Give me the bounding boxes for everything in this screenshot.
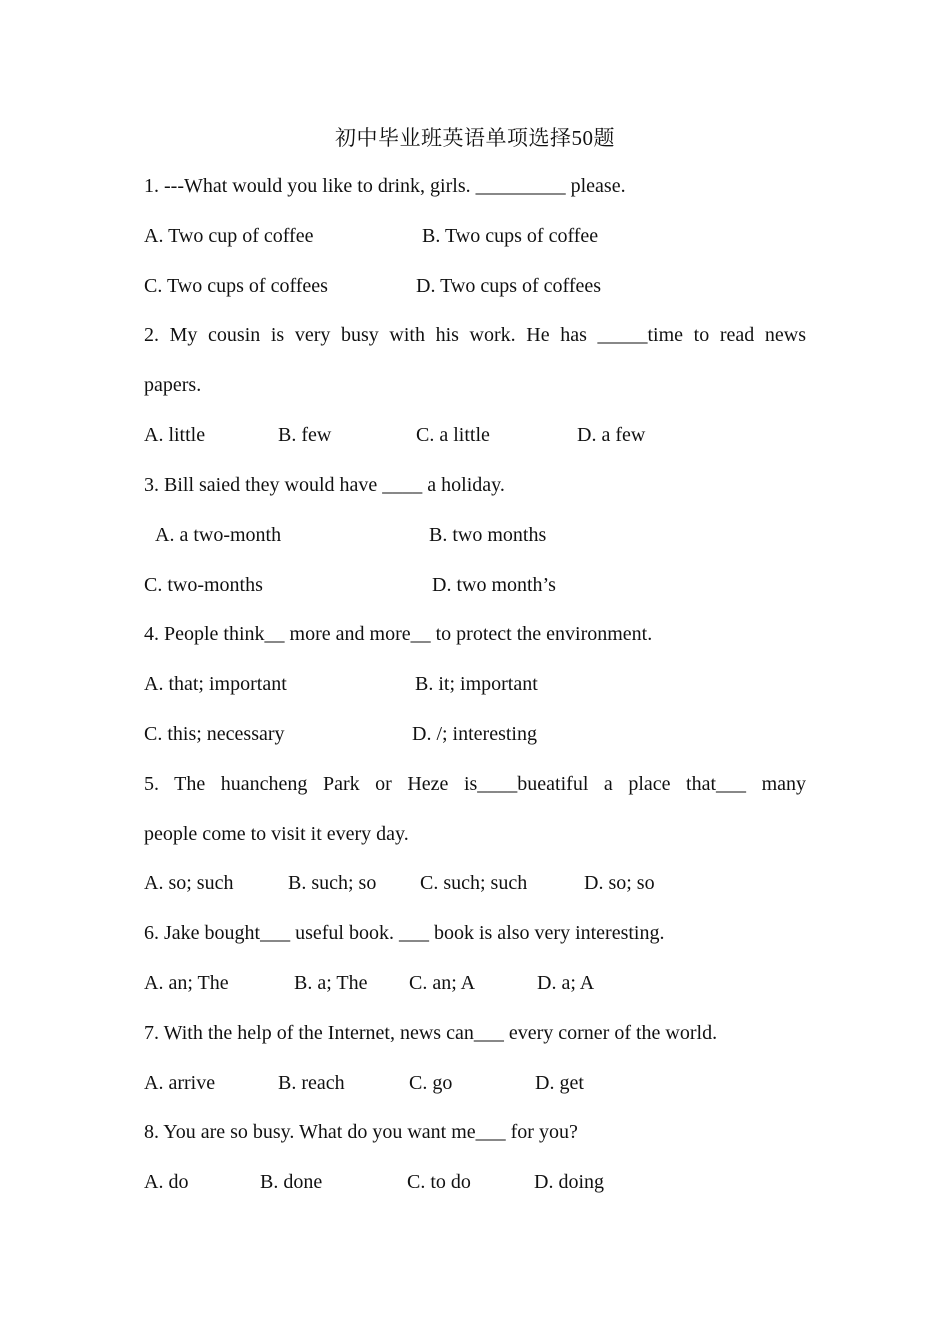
question-8-option-a: A. do	[144, 1171, 189, 1193]
question-3-option-a: A. a two-month	[155, 524, 282, 546]
question-3-option-b: B. two months	[429, 524, 547, 546]
document-title: 初中毕业班英语单项选择50题	[335, 126, 615, 150]
question-7-option-d: D. get	[535, 1072, 584, 1094]
question-2-stem-line-2: papers.	[144, 374, 202, 396]
question-1-option-c: C. Two cups of coffees	[144, 275, 328, 297]
question-4-option-b: B. it; important	[415, 673, 538, 695]
question-2-stem-line-1: 2. My cousin is very busy with his work. He has _____time to read news	[144, 324, 806, 346]
question-3-stem: 3. Bill saied they would have ____ a holiday.	[144, 474, 505, 496]
question-7-option-c: C. go	[409, 1072, 453, 1094]
question-5-option-c: C. such; such	[420, 872, 528, 894]
question-2-option-c: C. a little	[416, 424, 490, 446]
question-8-option-d: D. doing	[534, 1171, 604, 1193]
question-8-option-b: B. done	[260, 1171, 323, 1193]
question-1-stem: 1. ---What would you like to drink, girls. _________ please.	[144, 175, 626, 197]
question-7-option-a: A. arrive	[144, 1072, 216, 1094]
question-7-stem: 7. With the help of the Internet, news can___ every corner of the world.	[144, 1022, 718, 1044]
question-8-stem: 8. You are so busy. What do you want me___ for you?	[144, 1121, 578, 1143]
question-5-option-a: A. so; such	[144, 872, 234, 894]
question-3-option-d: D. two month’s	[432, 574, 556, 596]
question-4-option-d: D. /; interesting	[412, 723, 537, 745]
question-4-option-c: C. this; necessary	[144, 723, 285, 745]
question-2-option-a: A. little	[144, 424, 206, 446]
question-5-option-b: B. such; so	[288, 872, 377, 894]
question-3-option-c: C. two-months	[144, 574, 263, 596]
question-7-option-b: B. reach	[278, 1072, 345, 1094]
question-5-stem-line-1: 5. The huancheng Park or Heze is____bueatiful a place that___ many	[144, 773, 806, 795]
question-4-stem: 4. People think__ more and more__ to protect the environment.	[144, 623, 653, 645]
question-2-option-b: B. few	[278, 424, 332, 446]
question-1-option-a: A. Two cup of coffee	[144, 225, 314, 247]
question-6-option-b: B. a; The	[294, 972, 368, 994]
question-1-option-b: B. Two cups of coffee	[422, 225, 599, 247]
question-8-option-c: C. to do	[407, 1171, 471, 1193]
question-2-option-d: D. a few	[577, 424, 646, 446]
question-6-option-a: A. an; The	[144, 972, 229, 994]
question-4-option-a: A. that; important	[144, 673, 287, 695]
question-6-option-d: D. a; A	[537, 972, 595, 994]
question-6-stem: 6. Jake bought___ useful book. ___ book is also very interesting.	[144, 922, 665, 944]
question-5-option-d: D. so; so	[584, 872, 655, 894]
question-6-option-c: C. an; A	[409, 972, 476, 994]
question-5-stem-line-2: people come to visit it every day.	[144, 823, 409, 845]
question-1-option-d: D. Two cups of coffees	[416, 275, 602, 297]
